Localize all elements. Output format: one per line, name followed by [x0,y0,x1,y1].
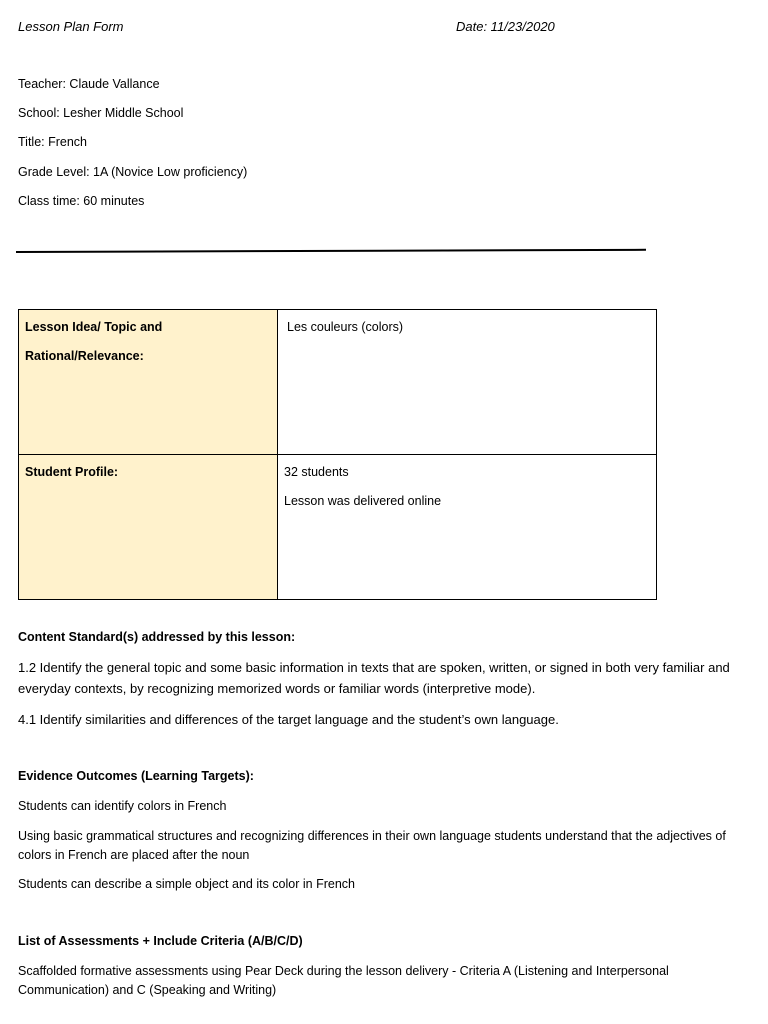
outcome-item: Using basic grammatical structures and recognizing differences in their own language students understand that the adjectives of colors in French are placed after the noun [18,829,726,862]
topic-label-line1: Lesson Idea/ Topic and [25,320,163,334]
assessment-item: Scaffolded formative assessments using Pear Deck during the lesson delivery - Criteria A (Listening and Interpersonal Communication) and C (Speaking and Writing) [18,964,669,997]
topic-label-cell [19,310,278,455]
assessments-heading: List of Assessments + Include Criteria (A/B/C/D) [18,934,303,948]
grade-level-line: Grade Level: 1A (Novice Low proficiency) [18,165,248,179]
title-line: Title: French [18,135,88,149]
outcome-item: Students can identify colors in French [18,799,227,813]
school-line: School: Lesher Middle School [18,106,184,120]
student-profile-value-cell [278,455,657,600]
table-row [19,455,657,600]
delivery-mode: Lesson was delivered online [284,494,442,508]
divider-line [16,249,646,253]
table-row [19,310,657,455]
standard-item: 4.1 Identify similarities and differences of the target language and the student’s own language. [18,712,559,727]
standard-item: 1.2 Identify the general topic and some basic information in texts that are spoken, written, or signed in both very familiar and everyday contexts, by recognizing memorized words or familiar words (interpretive mode). [18,660,730,696]
class-time-line: Class time: 60 minutes [18,194,145,208]
content-standards-heading: Content Standard(s) addressed by this lesson: [18,630,296,644]
student-count: 32 students [284,465,349,479]
form-title: Lesson Plan Form [18,19,124,34]
topic-value-cell [278,310,657,455]
evidence-outcomes-heading: Evidence Outcomes (Learning Targets): [18,769,254,783]
lesson-table [18,309,657,600]
outcome-item: Students can describe a simple object and its color in French [18,877,355,891]
teacher-line: Teacher: Claude Vallance [18,77,160,91]
topic-value: Les couleurs (colors) [287,320,404,334]
student-profile-label-cell [19,455,278,600]
student-profile-label: Student Profile: [25,465,119,479]
topic-label-line2: Rational/Relevance: [25,349,144,363]
date-label: Date: 11/23/2020 [456,19,555,34]
